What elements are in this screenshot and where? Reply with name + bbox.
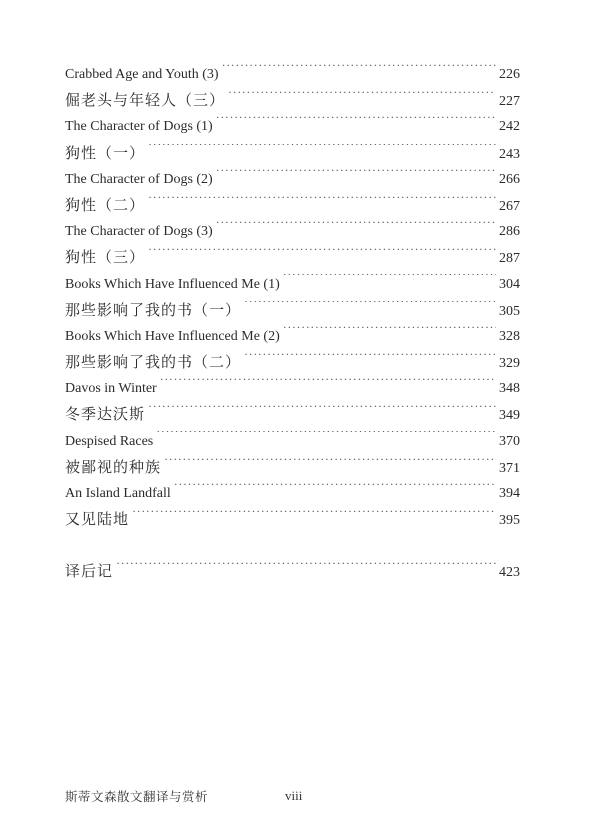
dot-leader (148, 196, 496, 210)
toc-entry-page: 267 (499, 198, 520, 214)
toc-entry-page: 304 (499, 276, 520, 292)
toc-entry[interactable] (65, 219, 520, 245)
toc-entry-title: An Island Landfall (65, 486, 171, 501)
toc-entry[interactable] (65, 298, 520, 324)
dot-leader (116, 562, 496, 576)
toc-entry[interactable] (65, 402, 520, 428)
toc-entry[interactable] (65, 62, 520, 88)
toc-entry-page: 305 (499, 303, 520, 319)
dot-leader (283, 274, 496, 288)
toc-entry-page: 328 (499, 328, 520, 344)
toc-entry[interactable] (65, 507, 520, 533)
toc-entry-page: 395 (499, 513, 520, 529)
toc-entry-page: 287 (499, 251, 520, 267)
dot-leader (228, 91, 496, 105)
toc-entry-title: The Character of Dogs (1) (65, 119, 213, 135)
dot-leader (148, 405, 496, 419)
dot-leader (148, 248, 496, 262)
toc-entry-title: 冬季达沃斯 (65, 407, 146, 424)
dot-leader (244, 353, 496, 367)
toc-entry-title: 倔老头与年轻人（三） (65, 93, 226, 110)
toc-entry[interactable] (65, 114, 520, 140)
toc-entry-page: 329 (499, 356, 520, 372)
footer-page-number: viii (285, 788, 303, 803)
dot-leader (156, 431, 496, 445)
dot-leader (148, 144, 496, 158)
toc-entry[interactable] (65, 245, 520, 271)
toc-entry-page: 423 (499, 565, 520, 581)
toc-entry-page: 286 (499, 224, 520, 240)
toc-entry-page: 242 (499, 119, 520, 135)
toc-entry-title: 译后记 (65, 564, 114, 581)
footer-book-title: 斯蒂文森散文翻译与赏析 (65, 790, 209, 804)
toc-entry[interactable] (65, 141, 520, 167)
toc-entry-afterword[interactable] (65, 559, 520, 585)
toc-entry[interactable] (65, 429, 520, 455)
toc-entry-page: 243 (499, 146, 520, 162)
toc-entry-page: 394 (499, 486, 520, 501)
dot-leader (216, 221, 496, 235)
toc-entry[interactable] (65, 481, 520, 507)
toc-entry-title: 那些影响了我的书（一） (65, 302, 242, 319)
toc-entry[interactable] (65, 455, 520, 481)
toc-entry[interactable] (65, 167, 520, 193)
toc-entry[interactable] (65, 376, 520, 402)
toc-entry-page: 266 (499, 171, 520, 187)
toc-entry-title: Despised Races (65, 433, 154, 449)
dot-leader (160, 378, 496, 392)
toc-entry-title: Books Which Have Influenced Me (1) (65, 276, 280, 292)
toc-entry-title: Crabbed Age and Youth (3) (65, 67, 219, 82)
toc-entry[interactable] (65, 272, 520, 298)
dot-leader (164, 458, 496, 472)
toc-entry-page: 227 (499, 94, 520, 110)
dot-leader (244, 301, 496, 315)
toc-entry[interactable] (65, 193, 520, 219)
toc-entry-page: 370 (499, 433, 520, 449)
toc-entry-page: 226 (499, 67, 520, 82)
toc-entry-title: 狗性（一） (65, 145, 146, 162)
toc-entry-title: The Character of Dogs (2) (65, 171, 213, 187)
toc-entry-page: 348 (499, 381, 520, 397)
toc-entry-page: 371 (499, 460, 520, 476)
dot-leader (283, 326, 496, 340)
toc-entry[interactable] (65, 324, 520, 350)
toc-entry-title: 被鄙视的种族 (65, 459, 162, 476)
toc-entry-page: 349 (499, 408, 520, 424)
table-of-contents (65, 62, 520, 586)
toc-entry[interactable] (65, 88, 520, 114)
toc-entry-title: Books Which Have Influenced Me (2) (65, 328, 280, 344)
toc-entry-title: Davos in Winter (65, 381, 157, 397)
toc-entry-title: 又见陆地 (65, 512, 130, 529)
dot-leader (174, 483, 496, 497)
section-spacer (65, 533, 520, 559)
dot-leader (216, 169, 496, 183)
toc-entry-title: The Character of Dogs (3) (65, 224, 213, 240)
toc-entry[interactable] (65, 350, 520, 376)
dot-leader (216, 116, 496, 130)
toc-entry-title: 狗性（三） (65, 250, 146, 267)
dot-leader (222, 64, 496, 78)
toc-entry-title: 狗性（二） (65, 197, 146, 214)
toc-entry-title: 那些影响了我的书（二） (65, 355, 242, 372)
dot-leader (132, 510, 496, 524)
